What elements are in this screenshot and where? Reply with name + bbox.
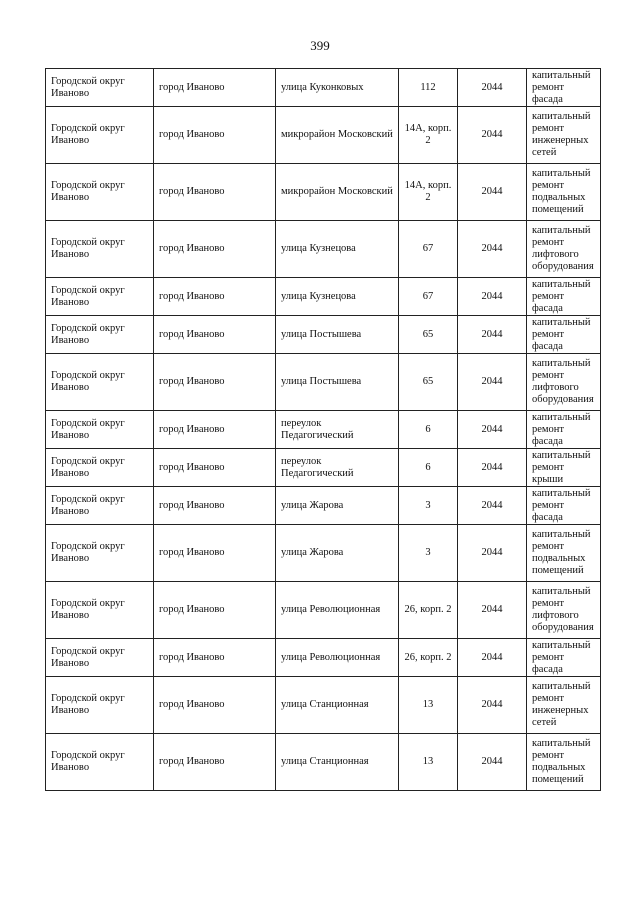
year-cell: 2044 bbox=[458, 221, 527, 278]
year-cell: 2044 bbox=[458, 354, 527, 411]
city-cell: город Иваново bbox=[154, 582, 276, 639]
work-type-cell: капитальный ремонт фасада bbox=[527, 487, 601, 525]
year-cell: 2044 bbox=[458, 316, 527, 354]
year-cell: 2044 bbox=[458, 639, 527, 677]
year-cell: 2044 bbox=[458, 525, 527, 582]
year-cell: 2044 bbox=[458, 411, 527, 449]
table-row bbox=[46, 449, 601, 487]
table-row bbox=[46, 164, 601, 221]
district-cell: Городской округ Иваново bbox=[46, 354, 154, 411]
table-row bbox=[46, 487, 601, 525]
city-cell: город Иваново bbox=[154, 487, 276, 525]
table-row bbox=[46, 734, 601, 791]
work-type-cell: капитальный ремонт фасада bbox=[527, 316, 601, 354]
house-number-cell: 13 bbox=[399, 734, 458, 791]
work-type-cell: капитальный ремонт лифтового оборудования bbox=[527, 221, 601, 278]
table-row bbox=[46, 278, 601, 316]
city-cell: город Иваново bbox=[154, 69, 276, 107]
city-cell: город Иваново bbox=[154, 354, 276, 411]
street-cell: улица Жарова bbox=[276, 525, 399, 582]
district-cell: Городской округ Иваново bbox=[46, 411, 154, 449]
street-cell: микрорайон Московский bbox=[276, 164, 399, 221]
district-cell: Городской округ Иваново bbox=[46, 449, 154, 487]
year-cell: 2044 bbox=[458, 107, 527, 164]
district-cell: Городской округ Иваново bbox=[46, 69, 154, 107]
district-cell: Городской округ Иваново bbox=[46, 487, 154, 525]
street-cell: улица Куконковых bbox=[276, 69, 399, 107]
year-cell: 2044 bbox=[458, 734, 527, 791]
house-number-cell: 65 bbox=[399, 354, 458, 411]
work-type-cell: капитальный ремонт фасада bbox=[527, 411, 601, 449]
city-cell: город Иваново bbox=[154, 639, 276, 677]
table-row bbox=[46, 582, 601, 639]
city-cell: город Иваново bbox=[154, 677, 276, 734]
house-number-cell: 3 bbox=[399, 525, 458, 582]
house-number-cell: 14А, корп. 2 bbox=[399, 164, 458, 221]
city-cell: город Иваново bbox=[154, 734, 276, 791]
table-row bbox=[46, 316, 601, 354]
city-cell: город Иваново bbox=[154, 525, 276, 582]
district-cell: Городской округ Иваново bbox=[46, 221, 154, 278]
year-cell: 2044 bbox=[458, 487, 527, 525]
house-number-cell: 112 bbox=[399, 69, 458, 107]
work-type-cell: капитальный ремонт фасада bbox=[527, 69, 601, 107]
work-type-cell: капитальный ремонт фасада bbox=[527, 278, 601, 316]
work-type-cell: капитальный ремонт лифтового оборудования bbox=[527, 582, 601, 639]
street-cell: улица Кузнецова bbox=[276, 278, 399, 316]
repair-schedule-table bbox=[45, 68, 601, 791]
year-cell: 2044 bbox=[458, 69, 527, 107]
house-number-cell: 6 bbox=[399, 411, 458, 449]
work-type-cell: капитальный ремонт инженерных сетей bbox=[527, 107, 601, 164]
table-row bbox=[46, 639, 601, 677]
table-row bbox=[46, 411, 601, 449]
page-number: 399 bbox=[310, 38, 330, 53]
city-cell: город Иваново bbox=[154, 411, 276, 449]
district-cell: Городской округ Иваново bbox=[46, 278, 154, 316]
house-number-cell: 14А, корп. 2 bbox=[399, 107, 458, 164]
work-type-cell: капитальный ремонт инженерных сетей bbox=[527, 677, 601, 734]
street-cell: улица Революционная bbox=[276, 639, 399, 677]
work-type-cell: капитальный ремонт крыши bbox=[527, 449, 601, 487]
table-row bbox=[46, 221, 601, 278]
city-cell: город Иваново bbox=[154, 316, 276, 354]
district-cell: Городской округ Иваново bbox=[46, 107, 154, 164]
house-number-cell: 67 bbox=[399, 278, 458, 316]
street-cell: улица Постышева bbox=[276, 316, 399, 354]
street-cell: улица Станционная bbox=[276, 677, 399, 734]
city-cell: город Иваново bbox=[154, 221, 276, 278]
table-row bbox=[46, 354, 601, 411]
house-number-cell: 13 bbox=[399, 677, 458, 734]
street-cell: улица Кузнецова bbox=[276, 221, 399, 278]
house-number-cell: 26, корп. 2 bbox=[399, 639, 458, 677]
city-cell: город Иваново bbox=[154, 107, 276, 164]
house-number-cell: 3 bbox=[399, 487, 458, 525]
district-cell: Городской округ Иваново bbox=[46, 525, 154, 582]
table-row bbox=[46, 69, 601, 107]
street-cell: улица Станционная bbox=[276, 734, 399, 791]
district-cell: Городской округ Иваново bbox=[46, 677, 154, 734]
district-cell: Городской округ Иваново bbox=[46, 164, 154, 221]
street-cell: переулок Педагогический bbox=[276, 411, 399, 449]
work-type-cell: капитальный ремонт подвальных помещений bbox=[527, 525, 601, 582]
year-cell: 2044 bbox=[458, 278, 527, 316]
district-cell: Городской округ Иваново bbox=[46, 582, 154, 639]
house-number-cell: 65 bbox=[399, 316, 458, 354]
table-row bbox=[46, 677, 601, 734]
work-type-cell: капитальный ремонт лифтового оборудования bbox=[527, 354, 601, 411]
city-cell: город Иваново bbox=[154, 164, 276, 221]
street-cell: улица Постышева bbox=[276, 354, 399, 411]
house-number-cell: 67 bbox=[399, 221, 458, 278]
table-row bbox=[46, 107, 601, 164]
city-cell: город Иваново bbox=[154, 278, 276, 316]
work-type-cell: капитальный ремонт фасада bbox=[527, 639, 601, 677]
street-cell: микрорайон Московский bbox=[276, 107, 399, 164]
street-cell: улица Революционная bbox=[276, 582, 399, 639]
district-cell: Городской округ Иваново bbox=[46, 639, 154, 677]
table-row bbox=[46, 525, 601, 582]
year-cell: 2044 bbox=[458, 449, 527, 487]
street-cell: переулок Педагогический bbox=[276, 449, 399, 487]
year-cell: 2044 bbox=[458, 164, 527, 221]
house-number-cell: 6 bbox=[399, 449, 458, 487]
year-cell: 2044 bbox=[458, 677, 527, 734]
city-cell: город Иваново bbox=[154, 449, 276, 487]
work-type-cell: капитальный ремонт подвальных помещений bbox=[527, 734, 601, 791]
street-cell: улица Жарова bbox=[276, 487, 399, 525]
district-cell: Городской округ Иваново bbox=[46, 316, 154, 354]
house-number-cell: 26, корп. 2 bbox=[399, 582, 458, 639]
district-cell: Городской округ Иваново bbox=[46, 734, 154, 791]
work-type-cell: капитальный ремонт подвальных помещений bbox=[527, 164, 601, 221]
year-cell: 2044 bbox=[458, 582, 527, 639]
